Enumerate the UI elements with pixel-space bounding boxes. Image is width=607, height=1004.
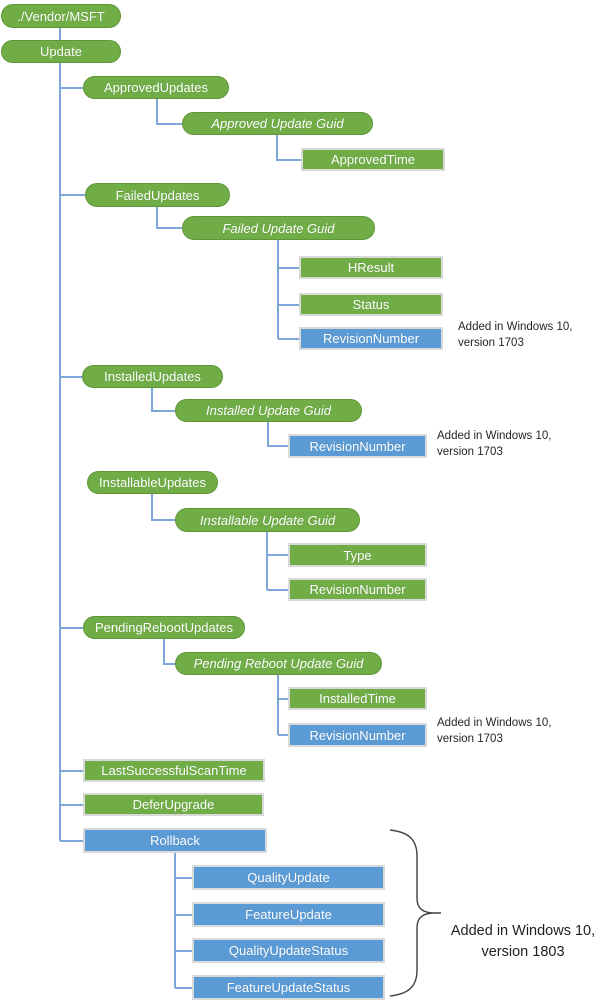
node-pending-revisionnumber: RevisionNumber [288,723,427,747]
node-vendor-msft: ./Vendor/MSFT [1,4,121,28]
connector-installed-guid [152,388,175,411]
node-status: Status [299,293,443,316]
node-installable-update-guid: Installable Update Guid [175,508,360,532]
annotation-line: version 1703 [437,733,503,745]
node-approvedupdates: ApprovedUpdates [83,76,229,99]
node-approved-update-guid: Approved Update Guid [182,112,373,135]
node-pending-reboot-update-guid: Pending Reboot Update Guid [175,652,382,675]
node-type: Type [288,543,427,567]
connector-approved-guid [157,99,182,124]
annotation-line: Added in Windows 10, [458,321,573,333]
node-installableupdates: InstallableUpdates [87,471,218,494]
node-hresult: HResult [299,256,443,279]
node-failedupdates: FailedUpdates [85,183,230,207]
connector-installable-guid [152,494,175,520]
annotation-failed-rev-1703 [458,319,572,351]
node-deferupgrade: DeferUpgrade [83,793,264,816]
node-featureupdatestatus: FeatureUpdateStatus [192,975,385,1000]
annotation-line: version 1803 [481,944,565,960]
curly-brace-1803 [390,830,441,996]
node-pendingrebootupdates: PendingRebootUpdates [83,616,245,639]
connector-pending-guid [164,639,175,664]
annotation-installed-rev-1703 [437,428,551,460]
node-qualityupdate: QualityUpdate [192,865,385,890]
node-lastsuccessfulscantime: LastSuccessfulScanTime [83,759,265,782]
node-featureupdate: FeatureUpdate [192,902,385,927]
connector-approvedtime [277,135,301,160]
annotation-line: Added in Windows 10, [450,923,596,939]
annotation-line: Added in Windows 10, [437,717,552,729]
node-installed-revisionnumber: RevisionNumber [288,434,427,458]
node-update: Update [1,40,121,63]
node-failed-update-guid: Failed Update Guid [182,216,375,240]
annotation-rollback-1803 [440,921,606,963]
node-failed-revisionnumber: RevisionNumber [299,327,443,350]
connector-failed-guid [157,207,182,228]
node-qualityupdatestatus: QualityUpdateStatus [192,938,385,963]
annotation-pending-rev-1703 [437,715,551,747]
node-installedtime: InstalledTime [288,687,427,710]
node-approvedtime: ApprovedTime [301,148,445,171]
annotation-line: Added in Windows 10, [437,430,552,442]
connector-installed-revisionnumber [268,422,288,446]
node-installable-revisionnumber: RevisionNumber [288,578,427,601]
node-rollback: Rollback [83,828,267,853]
annotation-line: version 1703 [437,446,503,458]
node-installedupdates: InstalledUpdates [82,365,223,388]
annotation-line: version 1703 [458,337,524,349]
node-installed-update-guid: Installed Update Guid [175,399,362,422]
